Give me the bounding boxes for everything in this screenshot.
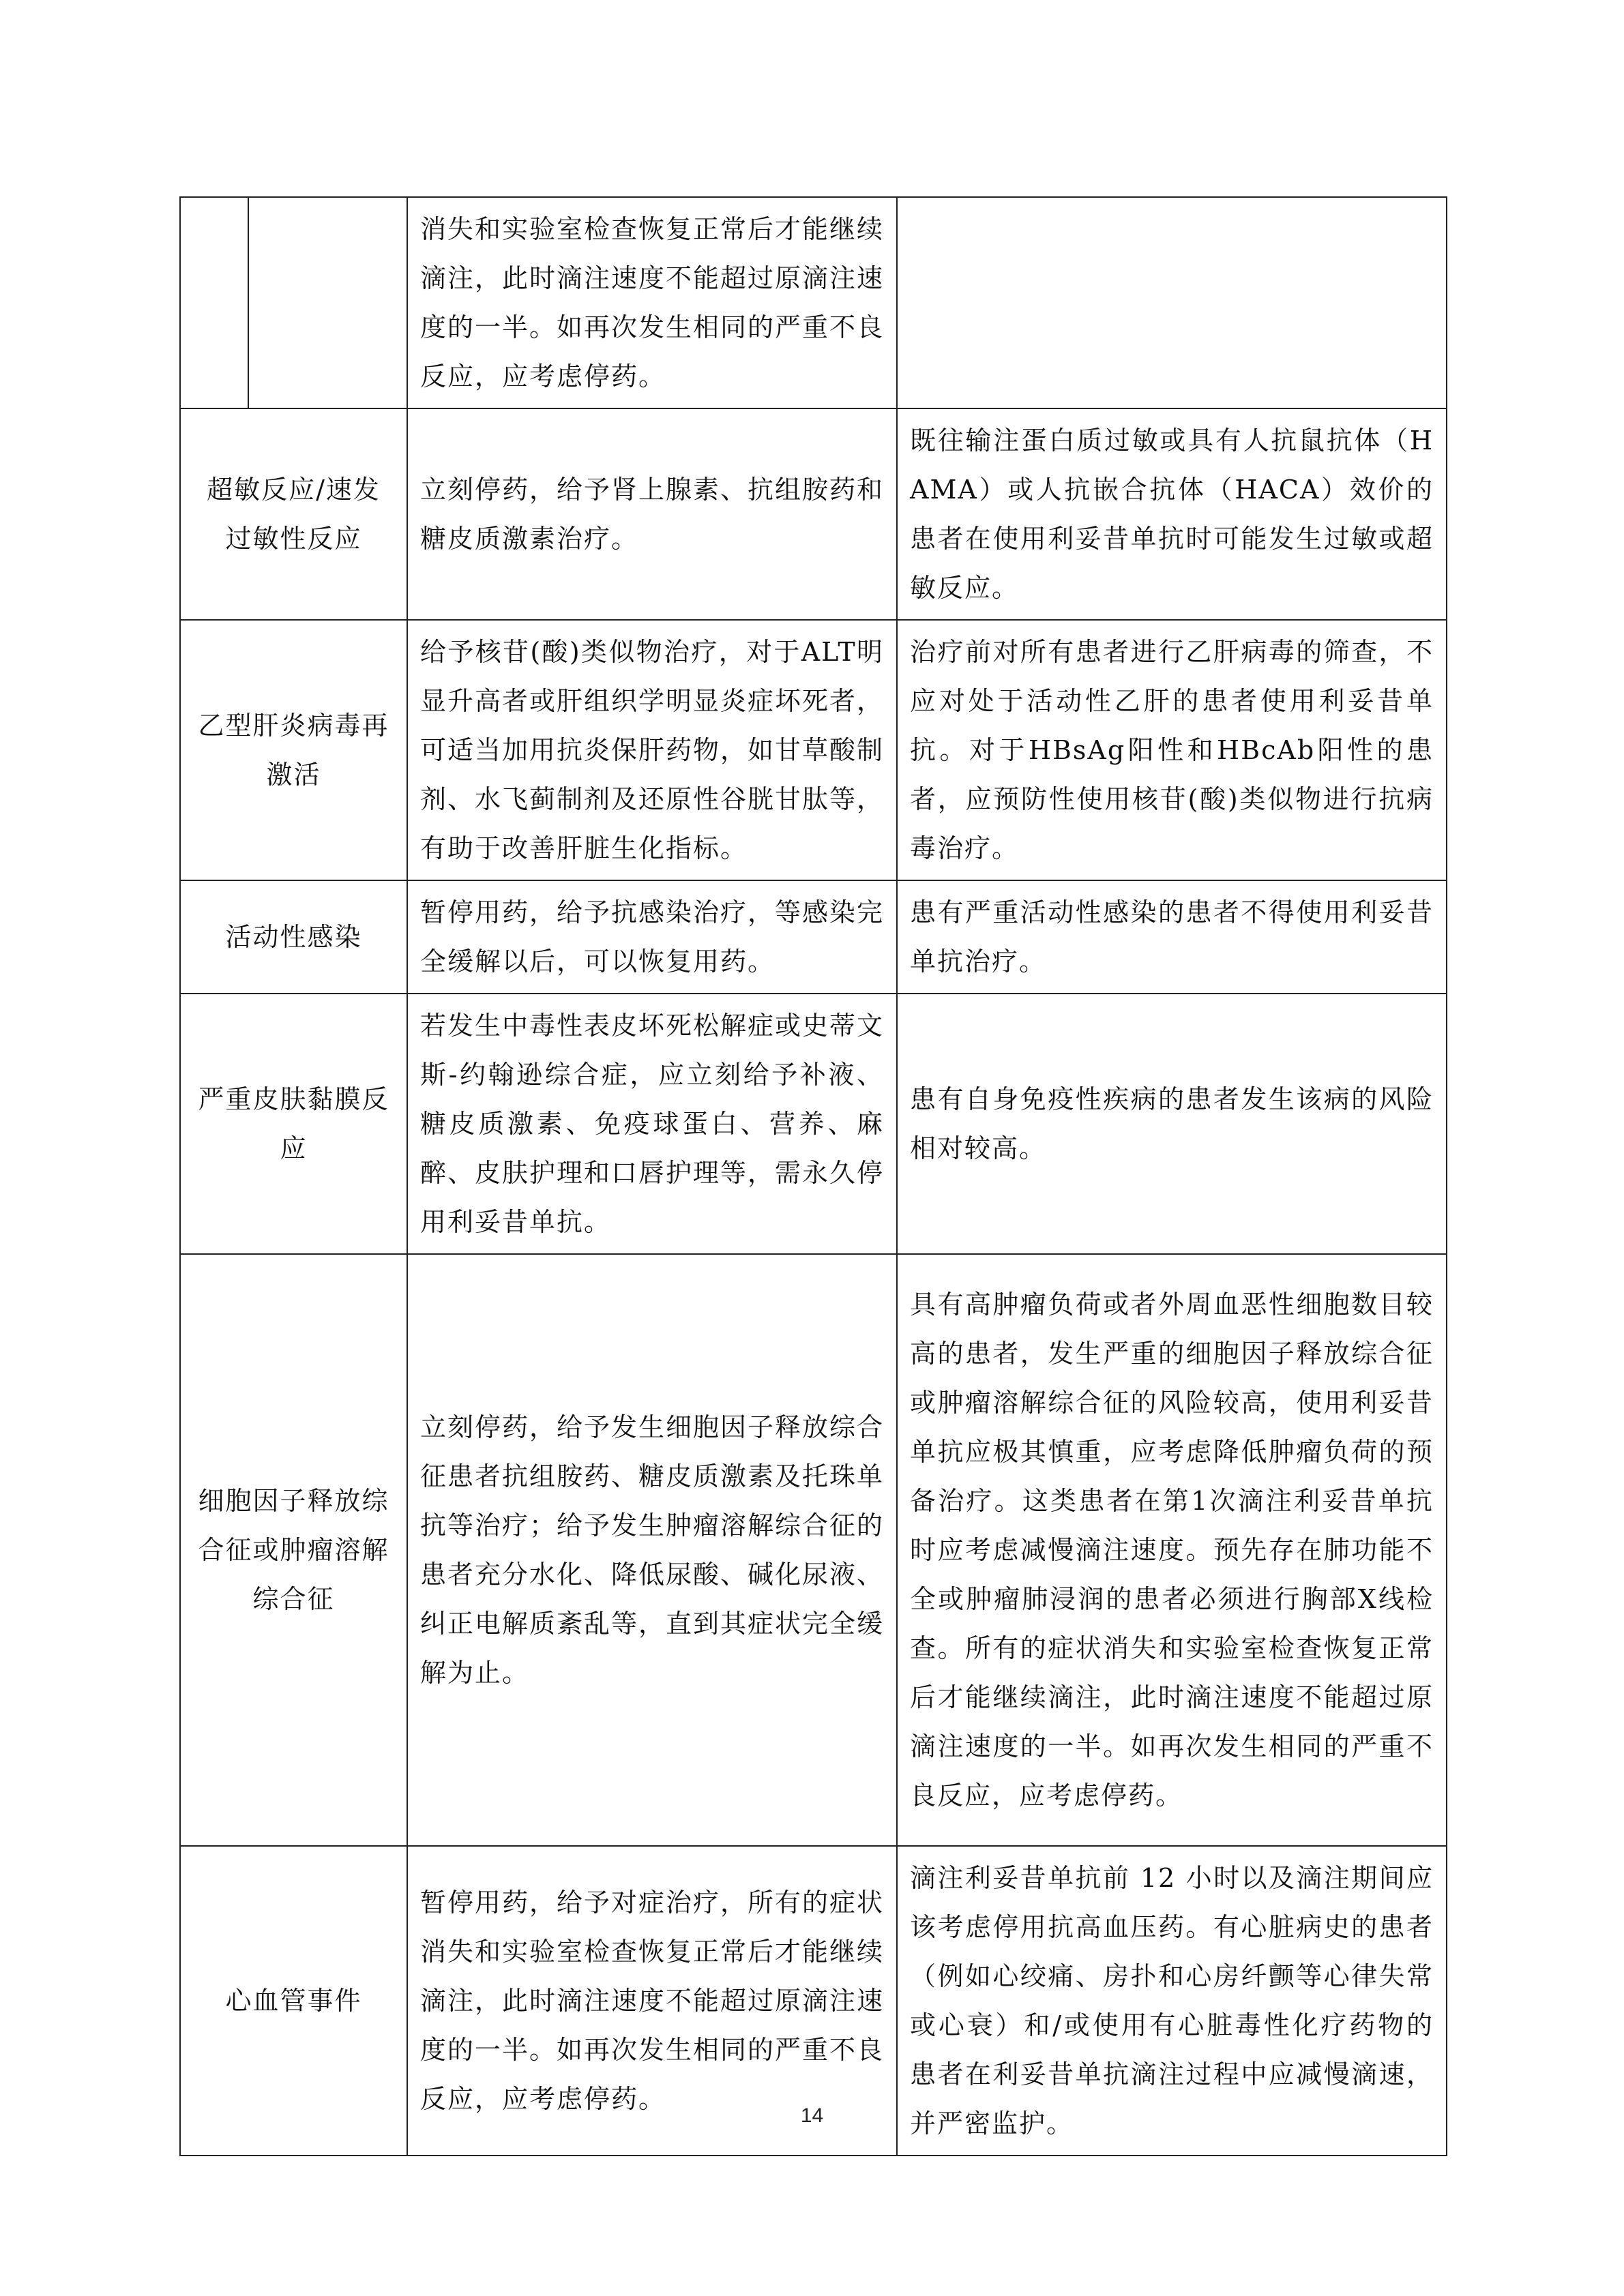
management-cell: 给予核苷(酸)类似物治疗，对于ALT明显升高者或肝组织学明显炎症坏死者，可适当加用抗炎保肝药物，如甘草酸制剂、水飞蓟制剂及还原性谷胱甘肽等，有助于改善肝脏生化指标。 xyxy=(407,620,897,880)
table-row xyxy=(180,1254,1447,1846)
table-row xyxy=(180,197,1447,408)
notes-cell: 具有高肿瘤负荷或者外周血恶性细胞数目较高的患者，发生严重的细胞因子释放综合征或肿瘤溶解综合征的风险较高，使用利妥昔单抗应极其慎重，应考虑降低肿瘤负荷的预备治疗。这类患者在第1次滴注利妥昔单抗时应考虑减慢滴注速度。预先存在肺功能不全或肿瘤肺浸润的患者必须进行胸部X线检查。所有的症状消失和实验室检查恢复正常后才能继续滴注，此时滴注速度不能超过原滴注速度的一半。如再次发生相同的严重不良反应，应考虑停药。 xyxy=(897,1254,1447,1846)
reaction-name-cell: 心血管事件 xyxy=(180,1846,407,2156)
reaction-name-cell: 严重皮肤黏膜反应 xyxy=(180,994,407,1254)
reaction-name-cell: 活动性感染 xyxy=(180,880,407,994)
notes-cell: 既往输注蛋白质过敏或具有人抗鼠抗体（HAMA）或人抗嵌合抗体（HACA）效价的患者在使用利妥昔单抗时可能发生过敏或超敏反应。 xyxy=(897,408,1447,620)
table-row xyxy=(180,408,1447,620)
adverse-reaction-table xyxy=(179,196,1447,2156)
management-cell: 暂停用药，给予对症治疗，所有的症状消失和实验室检查恢复正常后才能继续滴注，此时滴注速度不能超过原滴注速度的一半。如再次发生相同的严重不良反应，应考虑停药。 xyxy=(407,1846,897,2156)
table-row xyxy=(180,994,1447,1254)
notes-cell: 患有严重活动性感染的患者不得使用利妥昔单抗治疗。 xyxy=(897,880,1447,994)
table-row xyxy=(180,620,1447,880)
reaction-name-cell: 超敏反应/速发过敏性反应 xyxy=(180,408,407,620)
page-number: 14 xyxy=(800,2104,824,2127)
table-row xyxy=(180,880,1447,994)
reaction-name-cell: 细胞因子释放综合征或肿瘤溶解综合征 xyxy=(180,1254,407,1846)
management-cell: 立刻停药，给予肾上腺素、抗组胺药和糖皮质激素治疗。 xyxy=(407,408,897,620)
management-cell: 消失和实验室检查恢复正常后才能继续滴注，此时滴注速度不能超过原滴注速度的一半。如再次发生相同的严重不良反应，应考虑停药。 xyxy=(407,197,897,408)
management-cell: 若发生中毒性表皮坏死松解症或史蒂文斯-约翰逊综合症，应立刻给予补液、糖皮质激素、免疫球蛋白、营养、麻醉、皮肤护理和口唇护理等，需永久停用利妥昔单抗。 xyxy=(407,994,897,1254)
management-cell: 立刻停药，给予发生细胞因子释放综合征患者抗组胺药、糖皮质激素及托珠单抗等治疗；给予发生肿瘤溶解综合征的患者充分水化、降低尿酸、碱化尿液、纠正电解质紊乱等，直到其症状完全缓解为止。 xyxy=(407,1254,897,1846)
notes-cell xyxy=(897,197,1447,408)
notes-cell: 滴注利妥昔单抗前 12 小时以及滴注期间应该考虑停用抗高血压药。有心脏病史的患者（例如心绞痛、房扑和心房纤颤等心律失常或心衰）和/或使用有心脏毒性化疗药物的患者在利妥昔单抗滴注过程中应减慢滴速，并严密监护。 xyxy=(897,1846,1447,2156)
notes-cell: 患有自身免疫性疾病的患者发生该病的风险相对较高。 xyxy=(897,994,1447,1254)
notes-cell: 治疗前对所有患者进行乙肝病毒的筛查，不应对处于活动性乙肝的患者使用利妥昔单抗。对于HBsAg阳性和HBcAb阳性的患者，应预防性使用核苷(酸)类似物进行抗病毒治疗。 xyxy=(897,620,1447,880)
management-cell: 暂停用药，给予抗感染治疗，等感染完全缓解以后，可以恢复用药。 xyxy=(407,880,897,994)
reaction-name-cell: 乙型肝炎病毒再激活 xyxy=(180,620,407,880)
reaction-subcell xyxy=(248,197,407,408)
reaction-subcell-empty xyxy=(180,197,248,408)
